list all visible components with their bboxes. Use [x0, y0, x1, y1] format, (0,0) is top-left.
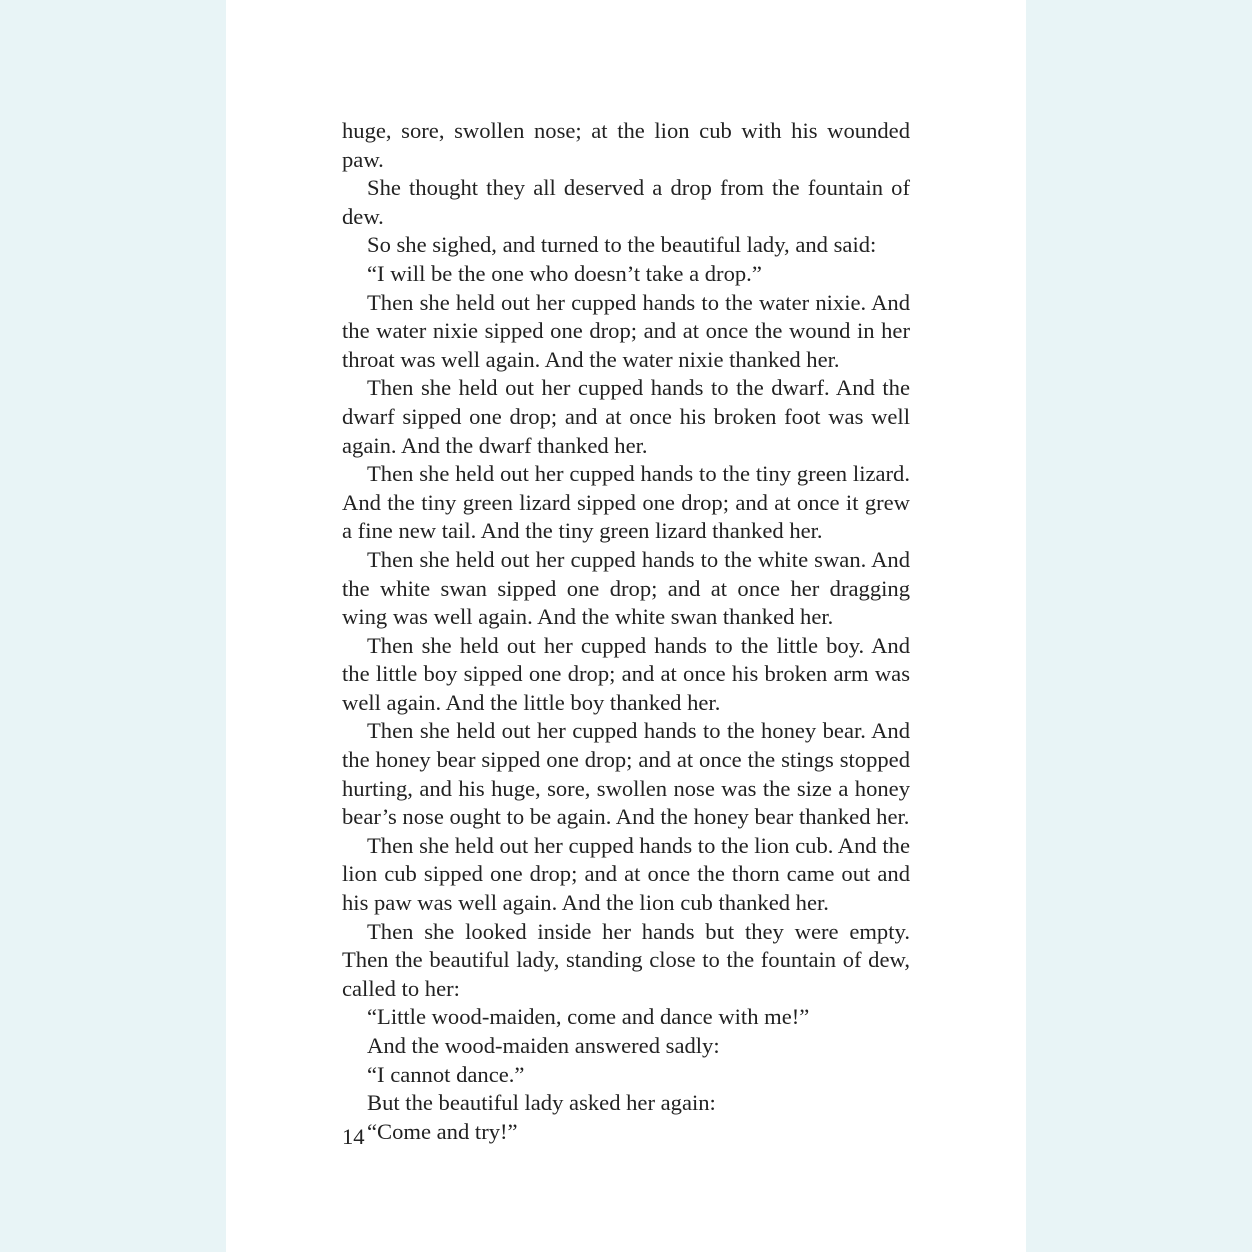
paragraph: Then she held out her cupped hands to the little boy. And the little boy sipped one drop; and at once his broken arm was well again. And the little boy thanked her.	[342, 632, 910, 715]
paragraph: Then she held out her cupped hands to the honey bear. And the honey bear sipped one drop; and at once the stings stopped hurting, and his huge, sore, swollen nose was the size a honey bear’s nose ought to be again. And the honey bear thanked her.	[342, 718, 910, 830]
paragraph: Then she held out her cupped hands to the dwarf. And the dwarf sipped one drop; and at once his broken foot was well again. And the dwarf thanked her.	[342, 375, 910, 458]
paragraph: Then she looked inside her hands but they were empty. Then the beautiful lady, standing close to the fountain of dew, called to her:	[342, 918, 910, 1001]
paragraph: Then she held out her cupped hands to the lion cub. And the lion cub sipped one drop; and at once the thorn came out and his paw was well again. And the lion cub thanked her.	[342, 832, 910, 916]
paragraph: “Come and try!”	[367, 1118, 518, 1144]
body-text	[342, 117, 910, 1146]
paragraph: So she sighed, and turned to the beautiful lady, and said:	[367, 232, 877, 258]
paragraph: “I cannot dance.”	[367, 1061, 525, 1087]
paragraph: “I will be the one who doesn’t take a drop.”	[367, 260, 762, 286]
paragraph: “Little wood-maiden, come and dance with me!”	[367, 1004, 810, 1030]
paragraph: And the wood-maiden answered sadly:	[367, 1033, 720, 1058]
page-number: 14	[342, 1124, 365, 1149]
paragraph: Then she held out her cupped hands to the white swan. And the white swan sipped one drop; and at once her dragging wing was well again. And the white swan thanked her.	[342, 546, 910, 630]
paragraph: huge, sore, swollen nose; at the lion cub with his wounded paw.	[342, 118, 910, 172]
book-page	[226, 0, 1026, 1252]
paragraph: Then she held out her cupped hands to the tiny green lizard. And the tiny green lizard sipped one drop; and at once it grew a fine new tail. And the tiny green lizard thanked her.	[342, 461, 910, 544]
paragraph: Then she held out her cupped hands to the water nixie. And the water nixie sipped one drop; and at once the wound in her throat was well again. And the water nixie thanked her.	[342, 289, 910, 372]
paragraph: But the beautiful lady asked her again:	[367, 1090, 716, 1116]
paragraph: She thought they all deserved a drop from the fountain of dew.	[342, 175, 910, 229]
